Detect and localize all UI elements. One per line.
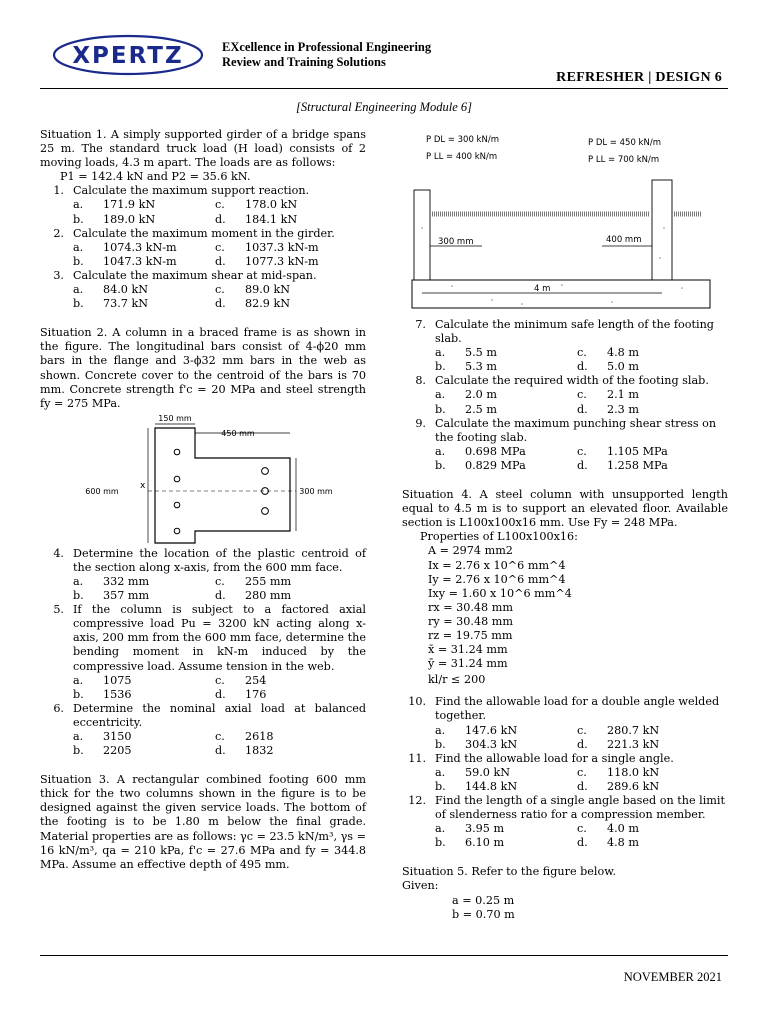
choice-a: 171.9 kN (103, 198, 156, 212)
s1-intro: Situation 1. A simply supported girder of a bridge spans 25 m. The standard truck load (H load) consists of 2 moving loads, 4.3 m apart. The loads are as follows: (40, 128, 366, 170)
s2-intro: Situation 2. A column in a braced frame is as shown in the figure. The longitudinal bars consist of 4-ϕ20 mm bars in the flange and 3-ϕ32 mm bars in the web as shown. Concrete cover to the centroid of the bars is 70 mm. Concrete strength f'c = 20 MPa and steel strength fy = 275 MPa. (40, 326, 366, 410)
choice-c: 4.0 m (607, 822, 639, 836)
dim-300-label: 300 mm (299, 486, 333, 496)
q-text: Calculate the maximum support reaction. (73, 184, 310, 198)
property-item: A = 2974 mm2 (428, 544, 513, 558)
right-column (402, 128, 728, 922)
load-labels (426, 135, 661, 165)
s4-intro: Situation 4. A steel column with unsupported length equal to 4.5 m is to support an elevated floor. Available section is L100x100x16 mm. Use Fy = 248 MPa. (402, 488, 728, 530)
choice-d: 2.3 m (607, 402, 639, 416)
q-text: Calculate the maximum shear at mid-span. (73, 268, 317, 282)
choice-b: 304.3 kN (465, 737, 518, 751)
pdl2-label: P DL = 450 kN/m (588, 138, 661, 148)
question-3: 3. Calculate the maximum shear at mid-span. a. 84.0 kN c. 89.0 kN b. 73.7 kN d. 82.9 kN (40, 269, 366, 311)
choice-b: 189.0 kN (103, 212, 156, 226)
q-text: Determine the location of the plastic centroid of the section along x-axis, from the 600 mm face. (73, 546, 366, 574)
choice-d: 5.0 m (607, 360, 639, 374)
col2-dim-label: 400 mm (606, 235, 642, 245)
section-properties (402, 530, 728, 687)
rebar (262, 507, 269, 514)
choice-d: 1.258 MPa (607, 458, 668, 472)
q-num: 7. (415, 318, 426, 331)
property-item: ȳ = 31.24 mm (428, 657, 508, 671)
choice-c: 2618 (245, 730, 274, 743)
org-line1: EXcellence in Professional Engineering (222, 40, 432, 54)
question-5: 5. If the column is subject to a factored axial compressive load Pu = 3200 kN acting along x-axis, 200 mm from the 600 mm face, determine the bending moment in kN-m induced by the compressive load. Assume tension in the web. a. 1075 c. 254 b. 1536 d. 176 (40, 603, 366, 702)
s5-intro: Situation 5. Refer to the figure below. (402, 865, 617, 879)
question-2: 2. Calculate the maximum moment in the girder. a. 1074.3 kN-m c. 1037.3 kN-m b. 1047.3 kN-m d. 1077.3 kN-m (40, 227, 366, 269)
q-num: 10. (408, 695, 426, 709)
choice-b: 5.3 m (465, 360, 497, 374)
q-num: 6. (53, 701, 64, 715)
choice-d: 1832 (245, 744, 274, 758)
choice-d: 1077.3 kN-m (245, 254, 319, 268)
choice-c: 280.7 kN (607, 723, 660, 737)
q-text: Find the allowable load for a single angle. (435, 751, 674, 765)
q-text: Find the allowable load for a double angle welded together. (435, 695, 720, 723)
logo-text: XPERTZ (72, 43, 184, 69)
choice-b: 73.7 kN (103, 297, 149, 311)
s5-given: Given: (402, 879, 439, 893)
section-outline (155, 428, 290, 543)
choice-b: 0.829 MPa (465, 458, 526, 472)
choice-a: 3.95 m (465, 822, 505, 836)
q-num: 8. (415, 374, 426, 388)
dim-150-label: 150 mm (158, 413, 192, 423)
rebar (174, 449, 180, 455)
props-list (420, 544, 728, 671)
rebar (174, 476, 180, 482)
column-right (652, 180, 672, 280)
choice-c: 178.0 kN (245, 198, 298, 212)
choice-b: 6.10 m (465, 836, 505, 850)
doc-title: REFRESHER | DESIGN 6 (556, 70, 722, 85)
q-num: 5. (53, 603, 64, 617)
property-item: x̄ = 31.24 mm (428, 643, 508, 657)
choice-a: 59.0 kN (465, 765, 511, 779)
q-num: 12. (408, 794, 426, 807)
q-text: Calculate the minimum safe length of the footing slab. (435, 318, 714, 346)
choice-d: 289.6 kN (607, 779, 660, 793)
column-section-figure (40, 411, 366, 547)
col1-dim-label: 300 mm (438, 237, 474, 247)
choice-b: 2.5 m (465, 402, 497, 416)
choice-c: 2.1 m (607, 388, 639, 402)
choice-c: 254 (245, 673, 267, 687)
choice-c: 1037.3 kN-m (245, 240, 319, 254)
choice-a: 1074.3 kN-m (103, 240, 177, 254)
column-left (414, 190, 430, 280)
property-item: ry = 30.48 mm (428, 614, 513, 628)
s5-a: a = 0.25 m (452, 893, 515, 907)
choice-d: 176 (245, 687, 267, 701)
choice-a: 84.0 kN (103, 283, 149, 297)
question-10: 10. Find the allowable load for a double angle welded together. a. 147.6 kN c. 280.7 kN b. 304.3 kN d. 221.3 kN (402, 695, 728, 751)
s1-loads: P1 = 142.4 kN and P2 = 35.6 kN. (60, 170, 251, 184)
q-text: Determine the nominal axial load at balanced eccentricity. (73, 701, 366, 729)
choice-c: 255 mm (245, 574, 292, 588)
property-item: Iy = 2.76 x 10^6 mm^4 (428, 572, 566, 586)
property-item: Ix = 2.76 x 10^6 mm^4 (428, 558, 566, 572)
q-num: 2. (53, 226, 64, 240)
footing-slab (412, 280, 710, 308)
q-text: Calculate the maximum moment in the girder. (73, 226, 335, 240)
rebar (174, 502, 180, 508)
footer-date: NOVEMBER 2021 (623, 970, 722, 984)
question-12: 12. Find the length of a single angle based on the limit of slenderness ratio for a compression member. a. 3.95 m c. 4.0 m b. 6.10 m d. 4.8 m (402, 794, 728, 850)
choice-b: 1047.3 kN-m (103, 254, 177, 268)
choice-d: 221.3 kN (607, 737, 660, 751)
q-num: 11. (408, 751, 426, 765)
header-rule (40, 88, 728, 89)
pdl1-label: P DL = 300 kN/m (426, 135, 499, 145)
combined-footing-figure (402, 128, 728, 314)
choice-a: 147.6 kN (465, 723, 518, 737)
x-axis-label: x (140, 480, 146, 491)
q-num: 4. (53, 546, 64, 560)
choice-d: 82.9 kN (245, 297, 291, 311)
choice-a: 332 mm (103, 574, 150, 588)
dim-450-label: 450 mm (221, 428, 255, 438)
footer-rule (40, 955, 728, 956)
choice-c: 4.8 m (607, 346, 639, 360)
q-num: 9. (415, 416, 426, 430)
question-11: 11. Find the allowable load for a single angle. a. 59.0 kN c. 118.0 kN b. 144.8 kN d. 289.6 kN (402, 752, 728, 794)
choice-d: 280 mm (245, 589, 292, 603)
property-item: rz = 19.75 mm (428, 628, 513, 642)
choice-a: 3150 (103, 730, 132, 743)
rebar (262, 467, 269, 474)
pll1-label: P LL = 400 kN/m (426, 152, 498, 162)
property-item: rx = 30.48 mm (428, 600, 513, 614)
choice-d: 184.1 kN (245, 212, 298, 226)
rebars (174, 449, 268, 534)
choice-c: 118.0 kN (607, 765, 660, 779)
choice-a: 2.0 m (465, 388, 497, 402)
s5-b: b = 0.70 m (452, 907, 515, 921)
choice-c: 89.0 kN (245, 283, 291, 297)
q-text: Calculate the maximum punching shear stress on the footing slab. (435, 416, 717, 444)
left-column (40, 128, 366, 872)
q-text: Calculate the required width of the footing slab. (435, 374, 709, 388)
choice-c: 1.105 MPa (607, 444, 668, 458)
slenderness-limit: kl/r ≤ 200 (428, 673, 486, 687)
property-item: Ixy = 1.60 x 10^6 mm^4 (428, 586, 572, 600)
choice-b: 357 mm (103, 589, 150, 603)
question-4: 4. Determine the location of the plastic centroid of the section along x-axis, from the 600 mm face. a. 332 mm c. 255 mm b. 357 mm d. 280 mm (40, 547, 366, 603)
q-num: 1. (53, 184, 64, 198)
pll2-label: P LL = 700 kN/m (588, 155, 660, 165)
xpertz-logo (52, 34, 204, 76)
question-6: 6. Determine the nominal axial load at balanced eccentricity. a. 3150 c. 2618 b. 2205 d. 1832 (40, 702, 366, 758)
s3-intro: Situation 3. A rectangular combined footing 600 mm thick for the two columns shown in the figure is to be designed against the given service loads. The bottom of the footing is to be 1.80 m below the final grade. Material properties are as follows: γc = 23.5 kN/m³, γs = 16 kN/m³, qa = 210 kPa, f'c = 27.6 MPa and fy = 344.8 MPa. Assume an effective depth of 495 mm. (40, 773, 366, 871)
span-label: 4 m (534, 284, 551, 294)
choice-d: 4.8 m (607, 836, 639, 850)
choice-a: 1075 (103, 673, 132, 687)
question-1: 1. Calculate the maximum support reaction. a. 171.9 kN c. 178.0 kN b. 189.0 kN d. 184.1 kN (40, 184, 366, 226)
choice-b: 2205 (103, 744, 132, 758)
org-line2: Review and Training Solutions (222, 55, 386, 69)
module-title: [Structural Engineering Module 6] (295, 100, 473, 114)
q-text: Find the length of a single angle based on the limit of slenderness ratio for a compression member. (435, 794, 725, 822)
org-name (222, 40, 431, 70)
choice-a: 5.5 m (465, 346, 497, 360)
choice-b: 144.8 kN (465, 779, 518, 793)
dim-600-label: 600 mm (85, 486, 119, 496)
rebar (174, 528, 180, 534)
props-title: Properties of L100x100x16: (420, 530, 578, 544)
question-7: 7. Calculate the minimum safe length of the footing slab. a. 5.5 m c. 4.8 m b. 5.3 m d. 5.0 m (402, 318, 728, 374)
q-text: If the column is subject to a factored axial compressive load Pu = 3200 kN acting along x-axis, 200 mm from the 600 mm face, determine the bending moment in kN-m induced by the compressive load. Assume tension in the web. (73, 603, 366, 673)
question-9: 9. Calculate the maximum punching shear stress on the footing slab. a. 0.698 MPa c. 1.105 MPa b. 0.829 MPa d. 1.258 MPa (402, 417, 728, 473)
choice-b: 1536 (103, 687, 132, 701)
question-8: 8. Calculate the required width of the footing slab. a. 2.0 m c. 2.1 m b. 2.5 m d. 2.3 m (402, 374, 728, 416)
choice-a: 0.698 MPa (465, 444, 526, 458)
q-num: 3. (53, 268, 64, 282)
